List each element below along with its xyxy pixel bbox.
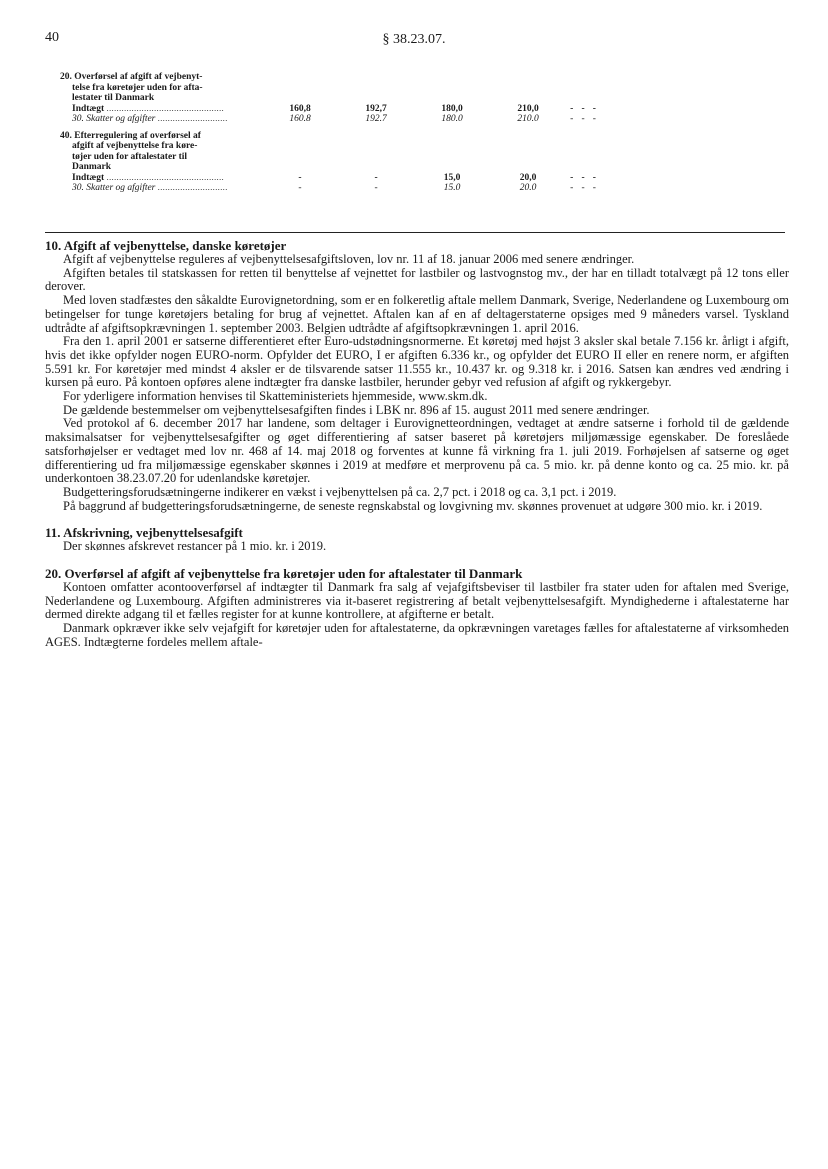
paragraph: For yderligere information henvises til Skatteministeriets hjemmeside, www.skm.dk.	[63, 389, 488, 404]
table-row: 30. Skatter og afgifter ............................ 160.8 192.7 180.0 210.0 - - -	[60, 114, 600, 125]
section-10-heading: 10. Afgift af vejbenyttelse, danske køretøjer	[45, 238, 287, 253]
paragraph: Fra den 1. april 2001 er satserne differentieret efter Euro-udstødningsnormerne. Et køretøj med højst 3 aksler skal betale 7.156 kr. årligt i afgift, hvis det ikke opfylder nogen EURO-norm. Opfylder det EURO, I er afgiften 6.336 kr., og opfylder det EURO II eller en renere norm, er afgiften 5.591 kr. For køretøjer med mindst 4 aksler er de tilsvarende satser 11.555 kr., 10.437 kr. og 9.318 kr. i 2016. Satsen kan ændres ved ændring i kursen på euro. På kontoen opføres alene indtægter fra danske lastbiler, herunder gebyr ved refusion af afgift og rykkergebyr.	[45, 334, 789, 390]
table-row	[60, 131, 600, 173]
paragraph: Afgift af vejbenyttelse reguleres af vejbenyttelsesafgiftsloven, lov nr. 11 af 18. januar 2006 med senere ændringer.	[63, 252, 635, 266]
block1-row2-label: 30. Skatter og afgifter ............................	[72, 114, 228, 124]
paragraph: Danmark opkræver ikke selv vejafgift for køretøjer uden for aftalestaterne, da opkrævningen varetages fælles for aftalestaterne af virksomheden AGES. Indtægterne fordeles mellem aftale-	[45, 621, 789, 649]
paragraph: Kontoen omfatter acontooverførsel af indtægter til Danmark fra salg af vejafgiftsbeviser til lastbiler fra stater uden for aftalen med Sverige, Nederlandene og Luxembourg. Afgiften administreres via it-baseret registrering af betalt vejbenyttelsesafgift. Myndighederne i aftalestaterne har dermed direkte adgang til et fælles register for at kunne kontrollere, at afgifterne er betalt.	[45, 580, 789, 622]
page-number: 40	[45, 30, 59, 45]
section-11-heading: 11. Afskrivning, vejbenyttelsesafgift	[45, 525, 243, 541]
paragraph: De gældende bestemmelser om vejbenyttelsesafgiften findes i LBK nr. 896 af 15. august 2011 med senere ændringer.	[63, 402, 650, 417]
page-header: § 38.23.07.	[382, 32, 446, 47]
table-divider	[45, 232, 785, 233]
table-row: Indtægt ............................................... 160,8 192,7 180,0 210,0 - - -	[60, 104, 600, 115]
budget-table	[60, 72, 600, 194]
paragraph: På baggrund af budgetteringsforudsætningerne, de seneste regnskabstal og lovgivning mv. skønnes provenuet at udgøre 300 mio. kr. i 2019.	[63, 498, 763, 513]
paragraph: Ved protokol af 6. december 2017 har landene, som deltager i Eurovignetteordningen, vedtaget at ændre satserne i forhold til de gældende maksimalsatser for vejbenyttelsesafgifter og øget differentiering af satser baseret på køretøjers miljømæssige egenskaber. De foreslåede satsforhøjelser er vedtaget med lov nr. 468 af 14. maj 2018 og forventes at kunne få virkning fra 1. juli 2019. Forhøjelsen af satserne og øget differentiering ud fra miljømæssige egenskaber skønnes i 2019 at medføre et merprovenu på ca. 5 mio. kr. på denne konto og ca. 25 mio. kr. på underkontoen 38.23.07.20 for udenlandske køretøjer.	[45, 416, 789, 486]
table-row: 30. Skatter og afgifter ............................ - - 15.0 20.0 - - -	[60, 183, 600, 194]
table-row: Indtægt ............................................... - - 15,0 20,0 - - -	[60, 173, 600, 184]
paragraph: Med loven stadfæstes den såkaldte Eurovignetordning, som er en folkeretlig aftale mellem Danmark, Sverige, Nederlandene og Luxembourg om betingelser for tunge køretøjers betaling for brug af vejnettet. Aftalen kan af en af deltagerstaterne opsiges med 9 måneders varsel. Tyskland udtrådte af afgiftsopkrævningen 1. september 2003. Belgien udtrådte af afgiftsopkrævningen 1. april 2016.	[45, 293, 789, 335]
section-20-heading: 20. Overførsel af afgift af vejbenyttelse fra køretøjer uden for aftalestater til Danmark	[45, 566, 523, 582]
paragraph: Budgetteringsforudsætningerne indikerer en vækst i vejbenyttelsen på ca. 2,7 pct. i 2018 og ca. 3,1 pct. i 2019.	[63, 484, 617, 499]
body-text	[45, 238, 789, 650]
block2-row2-label: 30. Skatter og afgifter ............................	[72, 183, 228, 193]
table-row	[60, 72, 600, 104]
block2-title: 40. Efterregulering af overførsel af afgift af vejbenyttelse fra køre- tøjer uden for aftalestater til Danmark	[60, 130, 201, 172]
paragraph: Afgiften betales til statskassen for retten til benyttelse af vejnettet for lastbiler og lastvognstog mv., der har en tilladt totalvægt på 12 tons eller derover.	[45, 265, 789, 294]
block1-row1-label: Indtægt ...............................................	[72, 103, 225, 114]
paragraph: Der skønnes afskrevet restancer på 1 mio. kr. i 2019.	[63, 539, 327, 554]
block2-row1-label: Indtægt ...............................................	[72, 172, 225, 183]
block1-title: 20. Overførsel af afgift af vejbenyt- telse fra køretøjer uden for afta- lestater til Danmark	[60, 72, 203, 103]
